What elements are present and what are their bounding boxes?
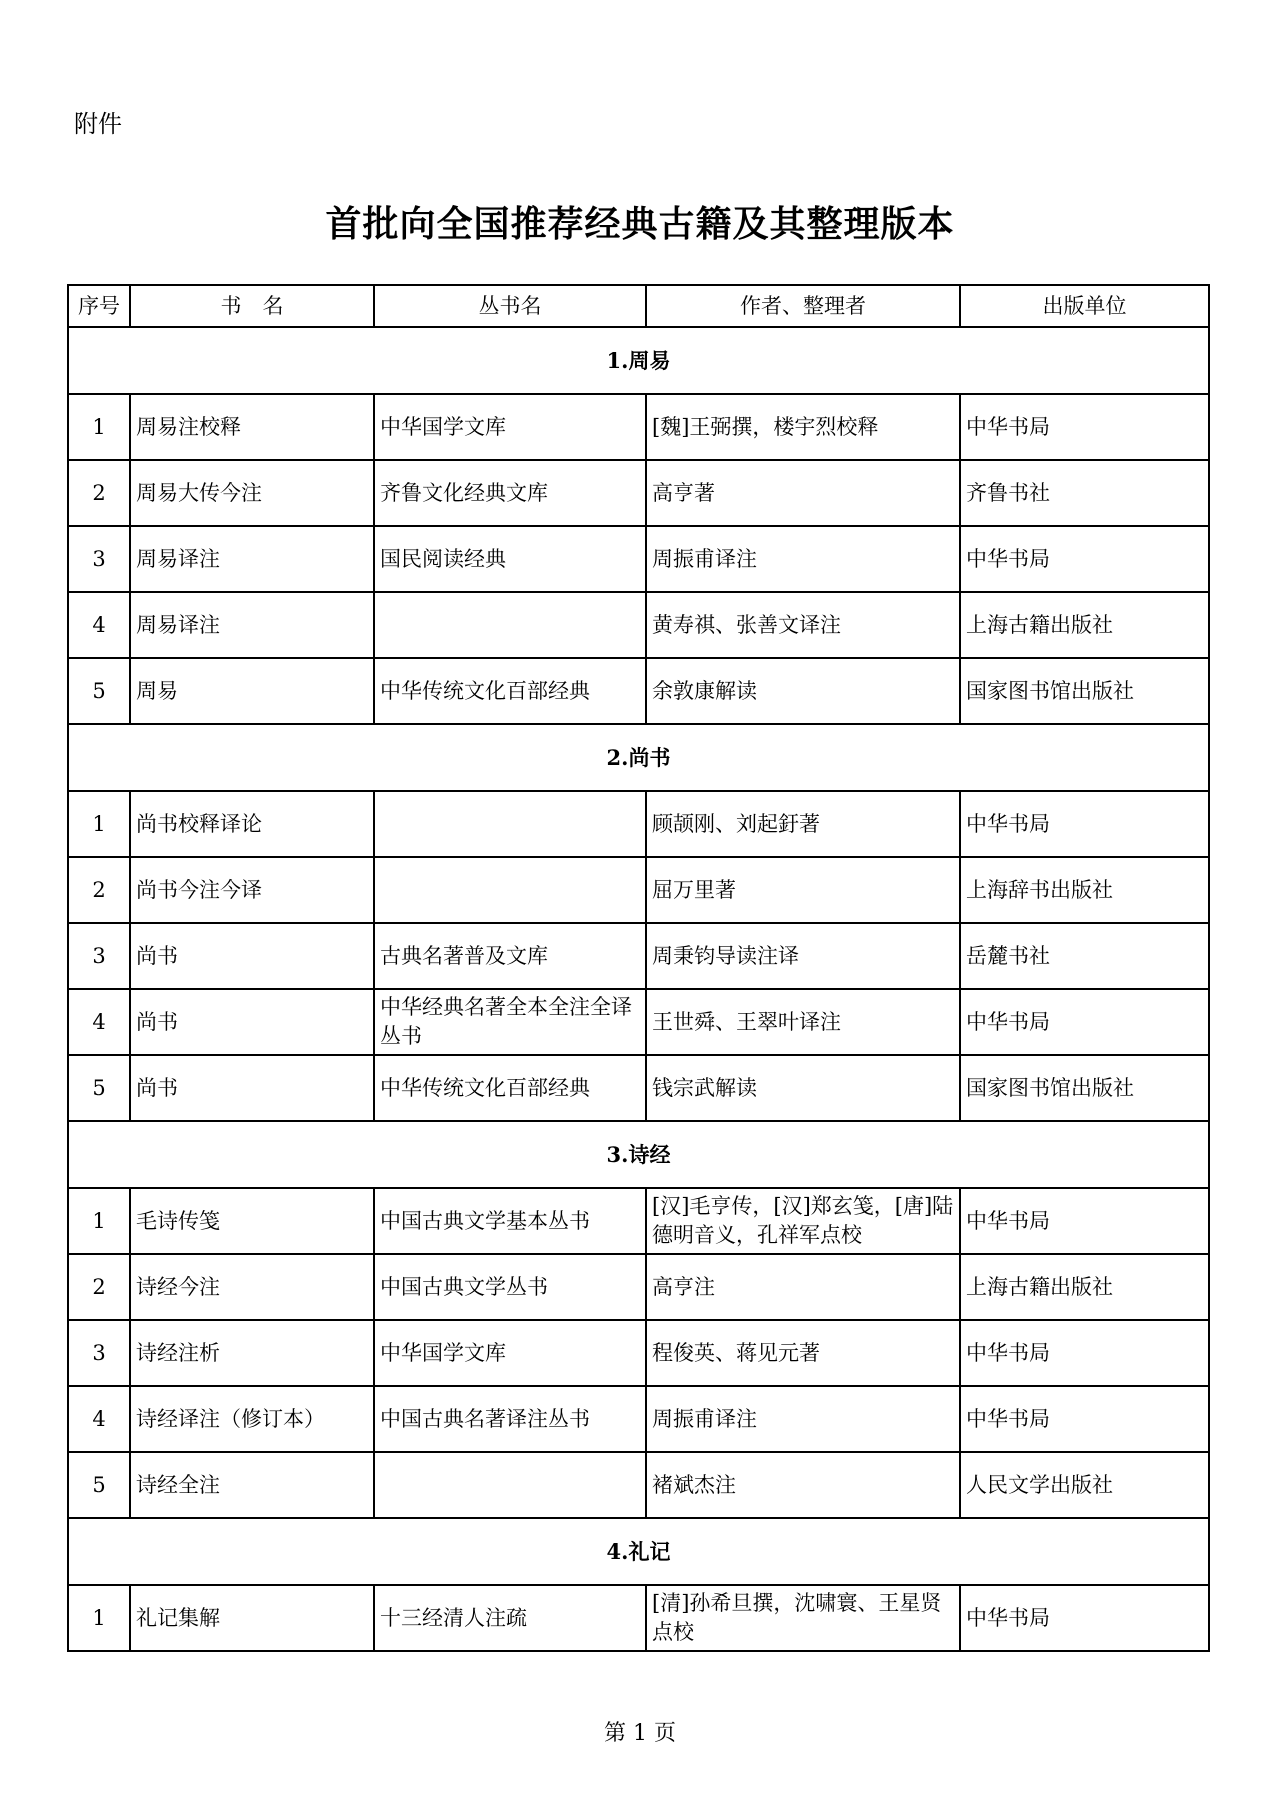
cell-index: 2 bbox=[68, 857, 130, 923]
table-row bbox=[68, 1585, 1209, 1651]
table-row bbox=[68, 989, 1209, 1055]
cell-author: 周秉钧导读注译 bbox=[646, 923, 960, 989]
cell-book-title: 诗经注析 bbox=[130, 1320, 374, 1386]
section-header-row bbox=[68, 1121, 1209, 1188]
cell-index: 4 bbox=[68, 989, 130, 1055]
table-row bbox=[68, 1188, 1209, 1254]
cell-series: 齐鲁文化经典文库 bbox=[374, 460, 646, 526]
cell-publisher: 国家图书馆出版社 bbox=[960, 1055, 1209, 1121]
cell-book-title: 尚书 bbox=[130, 1055, 374, 1121]
cell-book-title: 周易 bbox=[130, 658, 374, 724]
cell-series: 中华经典名著全本全注全译丛书 bbox=[374, 989, 646, 1055]
cell-author: 高亨注 bbox=[646, 1254, 960, 1320]
cell-index: 2 bbox=[68, 460, 130, 526]
cell-book-title: 尚书校释译论 bbox=[130, 791, 374, 857]
cell-author: 程俊英、蒋见元著 bbox=[646, 1320, 960, 1386]
cell-author: [魏]王弼撰，楼宇烈校释 bbox=[646, 394, 960, 460]
cell-publisher: 上海古籍出版社 bbox=[960, 1254, 1209, 1320]
cell-author: 余敦康解读 bbox=[646, 658, 960, 724]
table-row bbox=[68, 1055, 1209, 1121]
table-row bbox=[68, 1254, 1209, 1320]
cell-index: 1 bbox=[68, 791, 130, 857]
cell-publisher: 中华书局 bbox=[960, 989, 1209, 1055]
cell-series: 中国古典文学基本丛书 bbox=[374, 1188, 646, 1254]
section-header-row bbox=[68, 724, 1209, 791]
col-header-publisher: 出版单位 bbox=[960, 285, 1209, 327]
section-title: 3.诗经 bbox=[68, 1121, 1209, 1188]
cell-author: [汉]毛亨传，[汉]郑玄笺，[唐]陆德明音义，孔祥军点校 bbox=[646, 1188, 960, 1254]
cell-book-title: 毛诗传笺 bbox=[130, 1188, 374, 1254]
cell-index: 1 bbox=[68, 1585, 130, 1651]
cell-index: 2 bbox=[68, 1254, 130, 1320]
table-row bbox=[68, 658, 1209, 724]
col-header-index: 序号 bbox=[68, 285, 130, 327]
table-row bbox=[68, 923, 1209, 989]
section-title: 4.礼记 bbox=[68, 1518, 1209, 1585]
cell-publisher: 中华书局 bbox=[960, 1188, 1209, 1254]
cell-publisher: 中华书局 bbox=[960, 1320, 1209, 1386]
table-row bbox=[68, 460, 1209, 526]
cell-series: 中华传统文化百部经典 bbox=[374, 1055, 646, 1121]
cell-book-title: 诗经今注 bbox=[130, 1254, 374, 1320]
cell-publisher: 中华书局 bbox=[960, 1386, 1209, 1452]
cell-author: 褚斌杰注 bbox=[646, 1452, 960, 1518]
table-row bbox=[68, 1320, 1209, 1386]
cell-book-title: 周易译注 bbox=[130, 592, 374, 658]
cell-author: 顾颉刚、刘起釪著 bbox=[646, 791, 960, 857]
cell-series: 古典名著普及文库 bbox=[374, 923, 646, 989]
table-row bbox=[68, 857, 1209, 923]
cell-series: 中华传统文化百部经典 bbox=[374, 658, 646, 724]
cell-author: 钱宗武解读 bbox=[646, 1055, 960, 1121]
section-title: 2.尚书 bbox=[68, 724, 1209, 791]
cell-series bbox=[374, 791, 646, 857]
cell-author: [清]孙希旦撰，沈啸寰、王星贤点校 bbox=[646, 1585, 960, 1651]
cell-book-title: 周易注校释 bbox=[130, 394, 374, 460]
cell-index: 1 bbox=[68, 1188, 130, 1254]
cell-series: 国民阅读经典 bbox=[374, 526, 646, 592]
cell-author: 屈万里著 bbox=[646, 857, 960, 923]
document-title: 首批向全国推荐经典古籍及其整理版本 bbox=[325, 204, 955, 245]
cell-series: 中国古典名著译注丛书 bbox=[374, 1386, 646, 1452]
cell-publisher: 中华书局 bbox=[960, 1585, 1209, 1651]
table-row bbox=[68, 791, 1209, 857]
cell-publisher: 中华书局 bbox=[960, 526, 1209, 592]
cell-series bbox=[374, 857, 646, 923]
cell-book-title: 尚书 bbox=[130, 923, 374, 989]
table-row bbox=[68, 592, 1209, 658]
cell-index: 4 bbox=[68, 1386, 130, 1452]
table-row bbox=[68, 394, 1209, 460]
cell-book-title: 尚书今注今译 bbox=[130, 857, 374, 923]
cell-index: 5 bbox=[68, 658, 130, 724]
cell-book-title: 诗经全注 bbox=[130, 1452, 374, 1518]
section-header-row bbox=[68, 1518, 1209, 1585]
cell-series: 中国古典文学丛书 bbox=[374, 1254, 646, 1320]
cell-series: 十三经清人注疏 bbox=[374, 1585, 646, 1651]
cell-author: 王世舜、王翠叶译注 bbox=[646, 989, 960, 1055]
page-number: 第 1 页 bbox=[604, 1721, 676, 1746]
cell-publisher: 国家图书馆出版社 bbox=[960, 658, 1209, 724]
table-row bbox=[68, 526, 1209, 592]
cell-series: 中华国学文库 bbox=[374, 1320, 646, 1386]
cell-index: 5 bbox=[68, 1055, 130, 1121]
cell-book-title: 周易译注 bbox=[130, 526, 374, 592]
col-header-author: 作者、整理者 bbox=[646, 285, 960, 327]
cell-series bbox=[374, 592, 646, 658]
table-row bbox=[68, 1386, 1209, 1452]
col-header-series: 丛书名 bbox=[374, 285, 646, 327]
cell-book-title: 尚书 bbox=[130, 989, 374, 1055]
table-header-row bbox=[68, 285, 1209, 327]
cell-index: 4 bbox=[68, 592, 130, 658]
cell-index: 1 bbox=[68, 394, 130, 460]
cell-index: 3 bbox=[68, 1320, 130, 1386]
cell-book-title: 礼记集解 bbox=[130, 1585, 374, 1651]
cell-publisher: 中华书局 bbox=[960, 394, 1209, 460]
cell-publisher: 人民文学出版社 bbox=[960, 1452, 1209, 1518]
attachment-label: 附件 bbox=[74, 110, 122, 138]
cell-series: 中华国学文库 bbox=[374, 394, 646, 460]
cell-author: 高亨著 bbox=[646, 460, 960, 526]
section-title: 1.周易 bbox=[68, 327, 1209, 394]
cell-author: 周振甫译注 bbox=[646, 1386, 960, 1452]
cell-book-title: 诗经译注（修订本） bbox=[130, 1386, 374, 1452]
cell-publisher: 中华书局 bbox=[960, 791, 1209, 857]
cell-series bbox=[374, 1452, 646, 1518]
cell-book-title: 周易大传今注 bbox=[130, 460, 374, 526]
cell-author: 黄寿祺、张善文译注 bbox=[646, 592, 960, 658]
cell-index: 3 bbox=[68, 526, 130, 592]
cell-publisher: 上海古籍出版社 bbox=[960, 592, 1209, 658]
cell-index: 5 bbox=[68, 1452, 130, 1518]
cell-publisher: 上海辞书出版社 bbox=[960, 857, 1209, 923]
cell-index: 3 bbox=[68, 923, 130, 989]
cell-publisher: 齐鲁书社 bbox=[960, 460, 1209, 526]
cell-publisher: 岳麓书社 bbox=[960, 923, 1209, 989]
col-header-title: 书 名 bbox=[130, 285, 374, 327]
books-table bbox=[67, 284, 1210, 1652]
section-header-row bbox=[68, 327, 1209, 394]
table-row bbox=[68, 1452, 1209, 1518]
cell-author: 周振甫译注 bbox=[646, 526, 960, 592]
